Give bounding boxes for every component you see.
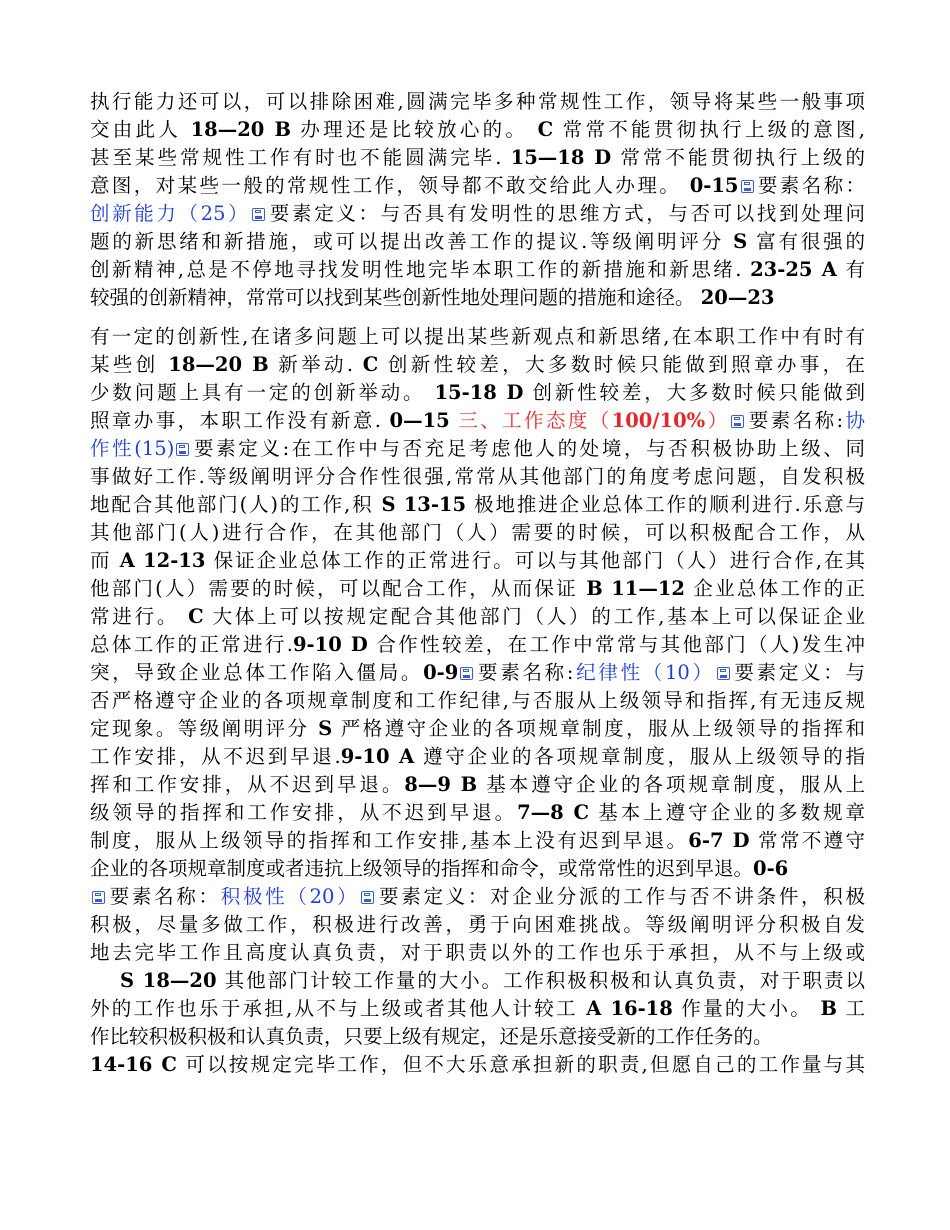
text-segment: 协	[843, 409, 865, 432]
text-segment: 定现象。等级阐明评分	[90, 717, 319, 740]
text-segment: A 16-18	[586, 997, 673, 1020]
text-segment	[603, 577, 611, 600]
text-segment: 有一定的创新性,在诸多问题上可以提出某些新观点和新思绪,在本职工作中有时有	[90, 325, 865, 348]
text-line	[90, 687, 865, 715]
text-segment: 某些创	[90, 353, 169, 376]
text-segment: 交由此人	[90, 118, 191, 141]
text-segment: 作性(15)	[90, 437, 175, 460]
text-segment: 14-16	[90, 1053, 162, 1076]
text-line	[90, 379, 865, 407]
text-segment: D	[350, 633, 368, 656]
text-segment: S	[318, 717, 333, 740]
text-segment: 创新精神,总是不停地寻找发明性地完毕本职工作的新措施和新思绪.	[90, 258, 751, 281]
text-segment: 而	[90, 549, 120, 572]
text-line	[90, 284, 865, 312]
text-segment: 事做好工作.等级阐明评分合作性很强,常常从其他部门的角度考虑问题，自发积极	[90, 465, 865, 488]
text-segment: 企业总体工作的正	[684, 577, 865, 600]
text-segment: 20—23	[700, 286, 775, 309]
text-segment: 否严格遵守企业的各项规章制度和工作纪律,与否服从上级领导和指挥,有无违反规	[90, 689, 865, 712]
text-segment: 级领导的指挥和工作安排，从不迟到早退。	[90, 801, 518, 824]
text-segment: A	[119, 549, 135, 572]
text-line	[90, 827, 865, 855]
text-segment: 要素定义：对企业分派的工作与否不讲条件，积极	[376, 885, 865, 908]
save-icon	[92, 891, 105, 904]
text-segment: B	[460, 773, 478, 796]
text-segment: 0-9	[423, 661, 459, 684]
save-icon	[717, 667, 730, 680]
text-segment: 创新性较差，大多数时候只能做到	[523, 381, 865, 404]
text-segment: C	[537, 118, 554, 141]
save-icon	[176, 443, 189, 456]
text-segment: C	[362, 353, 379, 376]
text-segment: B	[274, 118, 291, 141]
text-segment: 常进行。	[90, 605, 189, 628]
text-line	[90, 407, 865, 435]
text-line	[90, 1051, 865, 1079]
text-segment: D	[506, 381, 524, 404]
text-line	[90, 463, 865, 491]
text-segment: 极地推进企业总体工作的顺利进行.乐意与	[466, 493, 865, 516]
text-segment: 基本上遵守企业的多数规章	[589, 801, 865, 824]
text-segment: C	[188, 605, 204, 628]
text-line	[90, 435, 865, 463]
text-segment: 13-15	[403, 493, 467, 516]
text-line	[90, 200, 865, 228]
text-line	[90, 88, 865, 116]
text-line	[90, 855, 865, 883]
text-segment: 题的新思绪和新措施，或可以提出改善工作的提议.等级阐明评分	[90, 230, 734, 253]
text-segment: S	[733, 230, 748, 253]
text-line	[90, 715, 865, 743]
text-segment: 遵守企业的各项规章制度，服从上级领导的指	[414, 745, 865, 768]
text-segment: A	[821, 258, 837, 281]
text-segment: 较强的创新精神，常常可以找到某些创新性地处理问题的措施和途径。	[90, 286, 701, 309]
text-segment: 18—20	[168, 353, 253, 376]
text-segment: 甚至某些常规性工作有时也不能圆满完毕.	[90, 146, 511, 169]
text-segment: C	[161, 1053, 177, 1076]
text-segment: B	[586, 577, 603, 600]
text-segment: 9-10	[340, 745, 400, 768]
text-line	[90, 491, 865, 519]
text-line	[90, 799, 865, 827]
text-segment: 12-13	[143, 549, 206, 572]
text-segment: 15-18	[434, 381, 507, 404]
text-segment: 常常不能贯彻执行上级的意图,	[553, 118, 865, 141]
text-segment: 11—12	[611, 577, 685, 600]
text-segment: B	[252, 353, 269, 376]
text-segment: S	[381, 493, 396, 516]
text-segment: 外的工作也乐于承担,从不与上级或者其他人计较工	[90, 997, 587, 1020]
text-segment: 新举动.	[268, 353, 363, 376]
text-segment: 工	[837, 997, 865, 1020]
text-segment: D	[732, 829, 750, 852]
text-line	[90, 603, 865, 631]
text-line	[120, 967, 865, 995]
text-segment: 作量的大小。	[672, 997, 821, 1020]
text-segment	[135, 549, 143, 572]
text-segment: 地去完毕工作且高度认真负责，对于职责以外的工作也乐于承担，从不与上级或	[90, 941, 865, 964]
text-segment: 23-25	[750, 258, 822, 281]
text-line	[90, 631, 865, 659]
text-line	[90, 1023, 865, 1051]
text-segment: 要素定义：与否具有发明性的思维方式，与否可以找到处理问	[267, 202, 865, 225]
text-segment: 可以按规定完毕工作，但不大乐意承担新的职责,但愿自己的工作量与其	[176, 1053, 865, 1076]
text-line	[90, 323, 865, 351]
text-segment: 有	[836, 258, 865, 281]
save-icon	[460, 667, 473, 680]
text-segment: 企业的各项规章制度或者违抗上级领导的指挥和命令，或常常性的迟到早退。	[90, 857, 754, 880]
text-segment: A	[399, 745, 415, 768]
text-line	[90, 547, 865, 575]
text-segment: 作比较积极积极和认真负责，只要上级有规定，还是乐意接受新的工作任务的。	[90, 1025, 773, 1048]
text-segment: 积极性（20）	[220, 885, 360, 908]
text-line	[90, 911, 865, 939]
text-segment: 总体工作的正常进行.	[90, 633, 293, 656]
text-segment: 6-7	[688, 829, 733, 852]
text-segment: 要素名称:	[746, 409, 844, 432]
text-line	[90, 256, 865, 284]
text-segment: 大体上可以按规定配合其他部门（人）的工作,基本上可以保证企业	[203, 605, 865, 628]
text-segment: 纪律性（10）	[573, 661, 715, 684]
text-segment: 常常不能贯彻执行上级的	[611, 146, 865, 169]
text-segment: 工作安排，从不迟到早退.	[90, 745, 341, 768]
text-segment: 9-10	[292, 633, 351, 656]
text-segment	[396, 493, 404, 516]
text-segment: 创新性较差，大多数时候只能做到照章办事，在	[378, 353, 865, 376]
text-line	[90, 771, 865, 799]
text-segment: 基本遵守企业的各项规章制度，服从上	[477, 773, 865, 796]
text-line	[90, 575, 865, 603]
text-segment: 照章办事，本职工作没有新意.	[90, 409, 390, 432]
text-line	[90, 659, 865, 687]
text-segment: 保证企业总体工作的正常进行。可以与其他部门（人）进行合作,在其	[205, 549, 865, 572]
text-segment: 合作性较差，在工作中常常与其他部门（人)发生冲	[367, 633, 865, 656]
text-segment: 100/10%	[611, 409, 706, 432]
text-segment: 挥和工作安排，从不迟到早退。	[90, 773, 405, 796]
text-segment: 要素名称：	[755, 174, 865, 197]
text-segment: 他部门(人）需要的时候，可以配合工作，从而保证	[90, 577, 587, 600]
text-segment: 富有很强的	[747, 230, 865, 253]
text-segment: 0—15	[389, 409, 450, 432]
text-segment: 要素定义：与	[731, 661, 865, 684]
text-segment: 其他部门计较工作量的大小。工作积极积极和认真负责，对于职责以	[216, 969, 865, 992]
save-icon	[731, 415, 744, 428]
text-line	[90, 883, 865, 911]
text-segment: 严格遵守企业的各项规章制度，服从上级领导的指挥和	[332, 717, 865, 740]
text-segment: 突，导致企业总体工作陷入僵局。	[90, 661, 424, 684]
save-icon	[361, 891, 374, 904]
text-segment: 办理还是比较放心的。	[290, 118, 538, 141]
text-line	[90, 743, 865, 771]
text-segment: 制度，服从上级领导的指挥和工作安排,基本上没有迟到早退。	[90, 829, 689, 852]
text-segment: 0-15	[689, 174, 739, 197]
save-icon	[741, 180, 754, 193]
text-line	[90, 228, 865, 256]
text-segment: 三、工作态度（	[449, 409, 612, 432]
text-line	[90, 939, 865, 967]
text-segment: 8—9	[404, 773, 461, 796]
text-segment: 常常不遵守	[749, 829, 865, 852]
text-segment: 要素名称:	[475, 661, 574, 684]
text-segment: S 18—20	[120, 969, 217, 992]
text-line	[90, 144, 865, 172]
text-segment: 意图，对某些一般的常规性工作，领导都不敢交给此人办理。	[90, 174, 690, 197]
text-segment: 执行能力还可以，可以排除困难,圆满完毕多种常规性工作，领导将某些一般事项	[90, 90, 865, 113]
text-segment: 创新能力（25）	[90, 202, 251, 225]
text-segment: C	[573, 801, 590, 824]
save-icon	[252, 208, 265, 221]
text-segment: B	[820, 997, 837, 1020]
text-segment: 要素名称：	[107, 885, 221, 908]
text-segment: 其他部门(人)进行合作，在其他部门（人）需要的时候，可以积极配合工作，从	[90, 521, 865, 544]
text-line	[90, 116, 865, 144]
text-segment: 18—20	[190, 118, 275, 141]
text-segment: 7—8	[517, 801, 574, 824]
text-segment: 15—18	[510, 146, 595, 169]
text-line	[90, 995, 865, 1023]
text-segment: D	[594, 146, 612, 169]
text-segment: 要素定义:在工作中与否充足考虑他人的处境，与否积极协助上级、同	[191, 437, 865, 460]
text-line	[90, 519, 865, 547]
text-segment: 0-6	[753, 857, 789, 880]
text-line	[90, 172, 865, 200]
text-segment: 少数问题上具有一定的创新举动。	[90, 381, 435, 404]
text-segment: ）	[705, 409, 730, 432]
text-line	[90, 351, 865, 379]
text-segment: 地配合其他部门(人)的工作,积	[90, 493, 382, 516]
text-segment: 积极，尽量多做工作，积极进行改善，勇于向困难挑战。等级阐明评分积极自发	[90, 913, 865, 936]
